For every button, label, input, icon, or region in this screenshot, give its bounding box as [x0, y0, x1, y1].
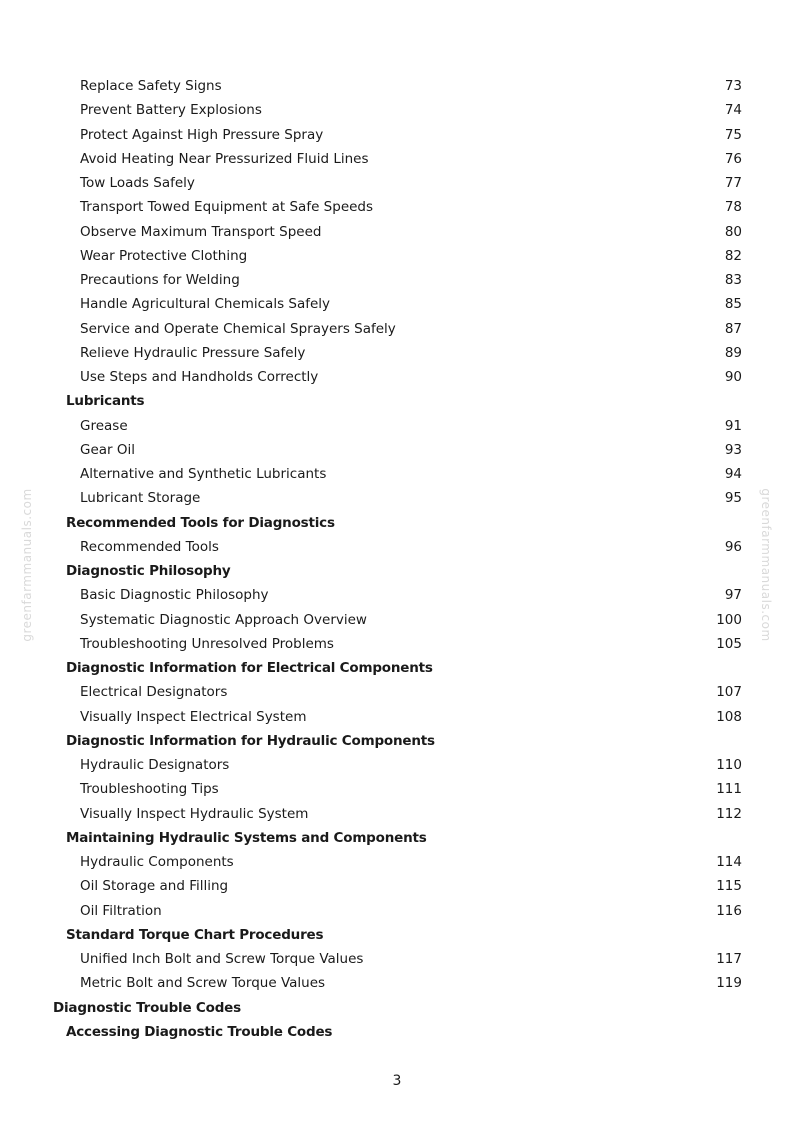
toc-entry[interactable]	[0, 246, 794, 270]
toc-entry-page: 76	[724, 150, 742, 167]
toc-entry-title: Diagnostic Trouble Codes	[53, 999, 241, 1016]
toc-entry-title: Tow Loads Safely	[80, 175, 195, 191]
toc-section-heading[interactable]	[0, 998, 794, 1022]
toc-entry[interactable]	[0, 100, 794, 124]
toc-entry-page: 91	[724, 417, 742, 434]
toc-entry-page: 100	[716, 611, 742, 628]
toc-entry-page: 83	[724, 272, 742, 288]
toc-entry-page: 96	[724, 538, 742, 555]
toc-entry-page: 116	[716, 902, 742, 919]
watermark-right: greenfarmmanuals.com	[759, 488, 773, 642]
toc-entry-title: Relieve Hydraulic Pressure Safely	[80, 344, 306, 361]
toc-entry-title: Maintaining Hydraulic Systems and Components	[66, 829, 427, 846]
toc-entry[interactable]	[0, 294, 794, 318]
toc-entry-title: Visually Inspect Hydraulic System	[80, 805, 309, 822]
toc-section-heading[interactable]	[0, 513, 794, 537]
toc-entry-title: Oil Storage and Filling	[80, 878, 229, 895]
toc-section-heading[interactable]	[0, 561, 794, 585]
toc-entry-title: Lubricants	[66, 393, 145, 410]
toc-entry-page: 105	[716, 635, 742, 652]
toc-entry-title: Accessing Diagnostic Trouble Codes	[66, 1023, 333, 1040]
toc-entry-title: Handle Agricultural Chemicals Safely	[80, 296, 331, 313]
toc-entry[interactable]	[0, 488, 794, 512]
toc-section-heading[interactable]	[0, 731, 794, 755]
toc-entry[interactable]	[0, 804, 794, 828]
toc-entry-page: 97	[724, 587, 742, 604]
toc-entry-title: Protect Against High Pressure Spray	[80, 126, 324, 143]
toc-entry-title: Replace Safety Signs	[80, 78, 222, 94]
toc-entry-title: Electrical Designators	[80, 684, 228, 701]
toc-entry[interactable]	[0, 901, 794, 925]
toc-entry[interactable]	[0, 707, 794, 731]
toc-entry-title: Hydraulic Designators	[80, 757, 230, 773]
toc-entry-page: 108	[716, 708, 742, 725]
watermark-left: greenfarmmanuals.com	[20, 488, 34, 642]
toc-entry-title: Standard Torque Chart Procedures	[66, 926, 324, 943]
toc-entry[interactable]	[0, 270, 794, 294]
toc-entry-page: 82	[724, 247, 742, 264]
toc-entry-title: Oil Filtration	[80, 902, 162, 919]
toc-section-heading[interactable]	[0, 1022, 794, 1046]
toc-entry-title: Diagnostic Information for Electrical Components	[66, 660, 433, 676]
toc-entry[interactable]	[0, 464, 794, 488]
toc-entry-page: 110	[716, 757, 742, 773]
toc-entry-title: Wear Protective Clothing	[80, 247, 248, 264]
toc-entry-page: 95	[724, 490, 742, 507]
toc-entry-title: Alternative and Synthetic Lubricants	[80, 466, 327, 482]
toc-entry-title: Troubleshooting Tips	[80, 781, 219, 798]
table-of-contents	[0, 76, 794, 1046]
toc-entry[interactable]	[0, 876, 794, 900]
toc-entry-page: 89	[724, 344, 742, 361]
toc-entry-title: Use Steps and Handholds Correctly	[80, 369, 319, 385]
toc-entry-page: 115	[716, 878, 742, 895]
toc-entry-title: Troubleshooting Unresolved Problems	[80, 635, 334, 652]
toc-entry-page: 114	[716, 854, 742, 870]
toc-entry-page: 87	[724, 320, 742, 337]
toc-entry-page: 93	[724, 441, 742, 458]
toc-entry-title: Systematic Diagnostic Approach Overview	[80, 611, 367, 628]
toc-entry-title: Diagnostic Information for Hydraulic Components	[66, 732, 435, 749]
toc-entry-page: 78	[724, 199, 742, 216]
toc-entry[interactable]	[0, 197, 794, 221]
toc-entry-page: 119	[716, 975, 742, 992]
toc-entry-title: Basic Diagnostic Philosophy	[80, 587, 269, 604]
toc-entry-page: 77	[724, 175, 742, 191]
toc-entry[interactable]	[0, 343, 794, 367]
toc-entry-title: Precautions for Welding	[80, 272, 240, 288]
toc-section-heading[interactable]	[0, 391, 794, 415]
toc-entry[interactable]	[0, 755, 794, 779]
toc-entry-title: Unified Inch Bolt and Screw Torque Values	[80, 951, 364, 967]
toc-entry[interactable]	[0, 416, 794, 440]
toc-entry-title: Grease	[80, 417, 128, 434]
toc-entry-page: 117	[716, 951, 742, 967]
toc-entry[interactable]	[0, 585, 794, 609]
toc-entry-title: Transport Towed Equipment at Safe Speeds	[80, 199, 374, 216]
toc-entry-title: Metric Bolt and Screw Torque Values	[80, 975, 326, 992]
toc-entry[interactable]	[0, 973, 794, 997]
toc-entry[interactable]	[0, 367, 794, 391]
toc-entry-page: 85	[724, 296, 742, 313]
toc-entry-title: Diagnostic Philosophy	[66, 563, 231, 579]
toc-entry[interactable]	[0, 779, 794, 803]
toc-entry[interactable]	[0, 949, 794, 973]
toc-entry-title: Lubricant Storage	[80, 490, 201, 507]
toc-section-heading[interactable]	[0, 925, 794, 949]
toc-entry-page: 112	[716, 805, 742, 822]
toc-entry-title: Observe Maximum Transport Speed	[80, 223, 322, 240]
toc-entry[interactable]	[0, 537, 794, 561]
toc-entry[interactable]	[0, 319, 794, 343]
toc-entry[interactable]	[0, 682, 794, 706]
toc-entry[interactable]	[0, 222, 794, 246]
toc-entry-title: Hydraulic Components	[80, 854, 234, 870]
toc-entry-page: 80	[724, 223, 742, 240]
toc-entry-title: Gear Oil	[80, 441, 136, 458]
toc-entry-title: Recommended Tools	[80, 538, 219, 555]
toc-entry-page: 107	[716, 684, 742, 701]
toc-entry[interactable]	[0, 125, 794, 149]
toc-entry-page: 73	[724, 78, 742, 94]
toc-entry[interactable]	[0, 440, 794, 464]
toc-entry-page: 75	[724, 126, 742, 143]
toc-section-heading[interactable]	[0, 828, 794, 852]
toc-entry-title: Recommended Tools for Diagnostics	[66, 514, 335, 531]
toc-section-heading[interactable]	[0, 658, 794, 682]
toc-entry-title: Avoid Heating Near Pressurized Fluid Lines	[80, 150, 369, 167]
toc-entry[interactable]	[0, 173, 794, 197]
toc-entry[interactable]	[0, 634, 794, 658]
toc-entry[interactable]	[0, 149, 794, 173]
toc-entry-title: Visually Inspect Electrical System	[80, 708, 307, 725]
toc-entry-page: 111	[716, 781, 742, 798]
toc-entry-page: 94	[724, 466, 742, 482]
toc-entry[interactable]	[0, 610, 794, 634]
toc-entry[interactable]	[0, 852, 794, 876]
toc-entry-title: Prevent Battery Explosions	[80, 102, 262, 119]
page-number: 3	[392, 1073, 402, 1089]
toc-entry[interactable]	[0, 76, 794, 100]
toc-entry-title: Service and Operate Chemical Sprayers Safely	[80, 320, 396, 337]
toc-entry-page: 90	[724, 369, 742, 385]
toc-entry-page: 74	[724, 102, 742, 119]
